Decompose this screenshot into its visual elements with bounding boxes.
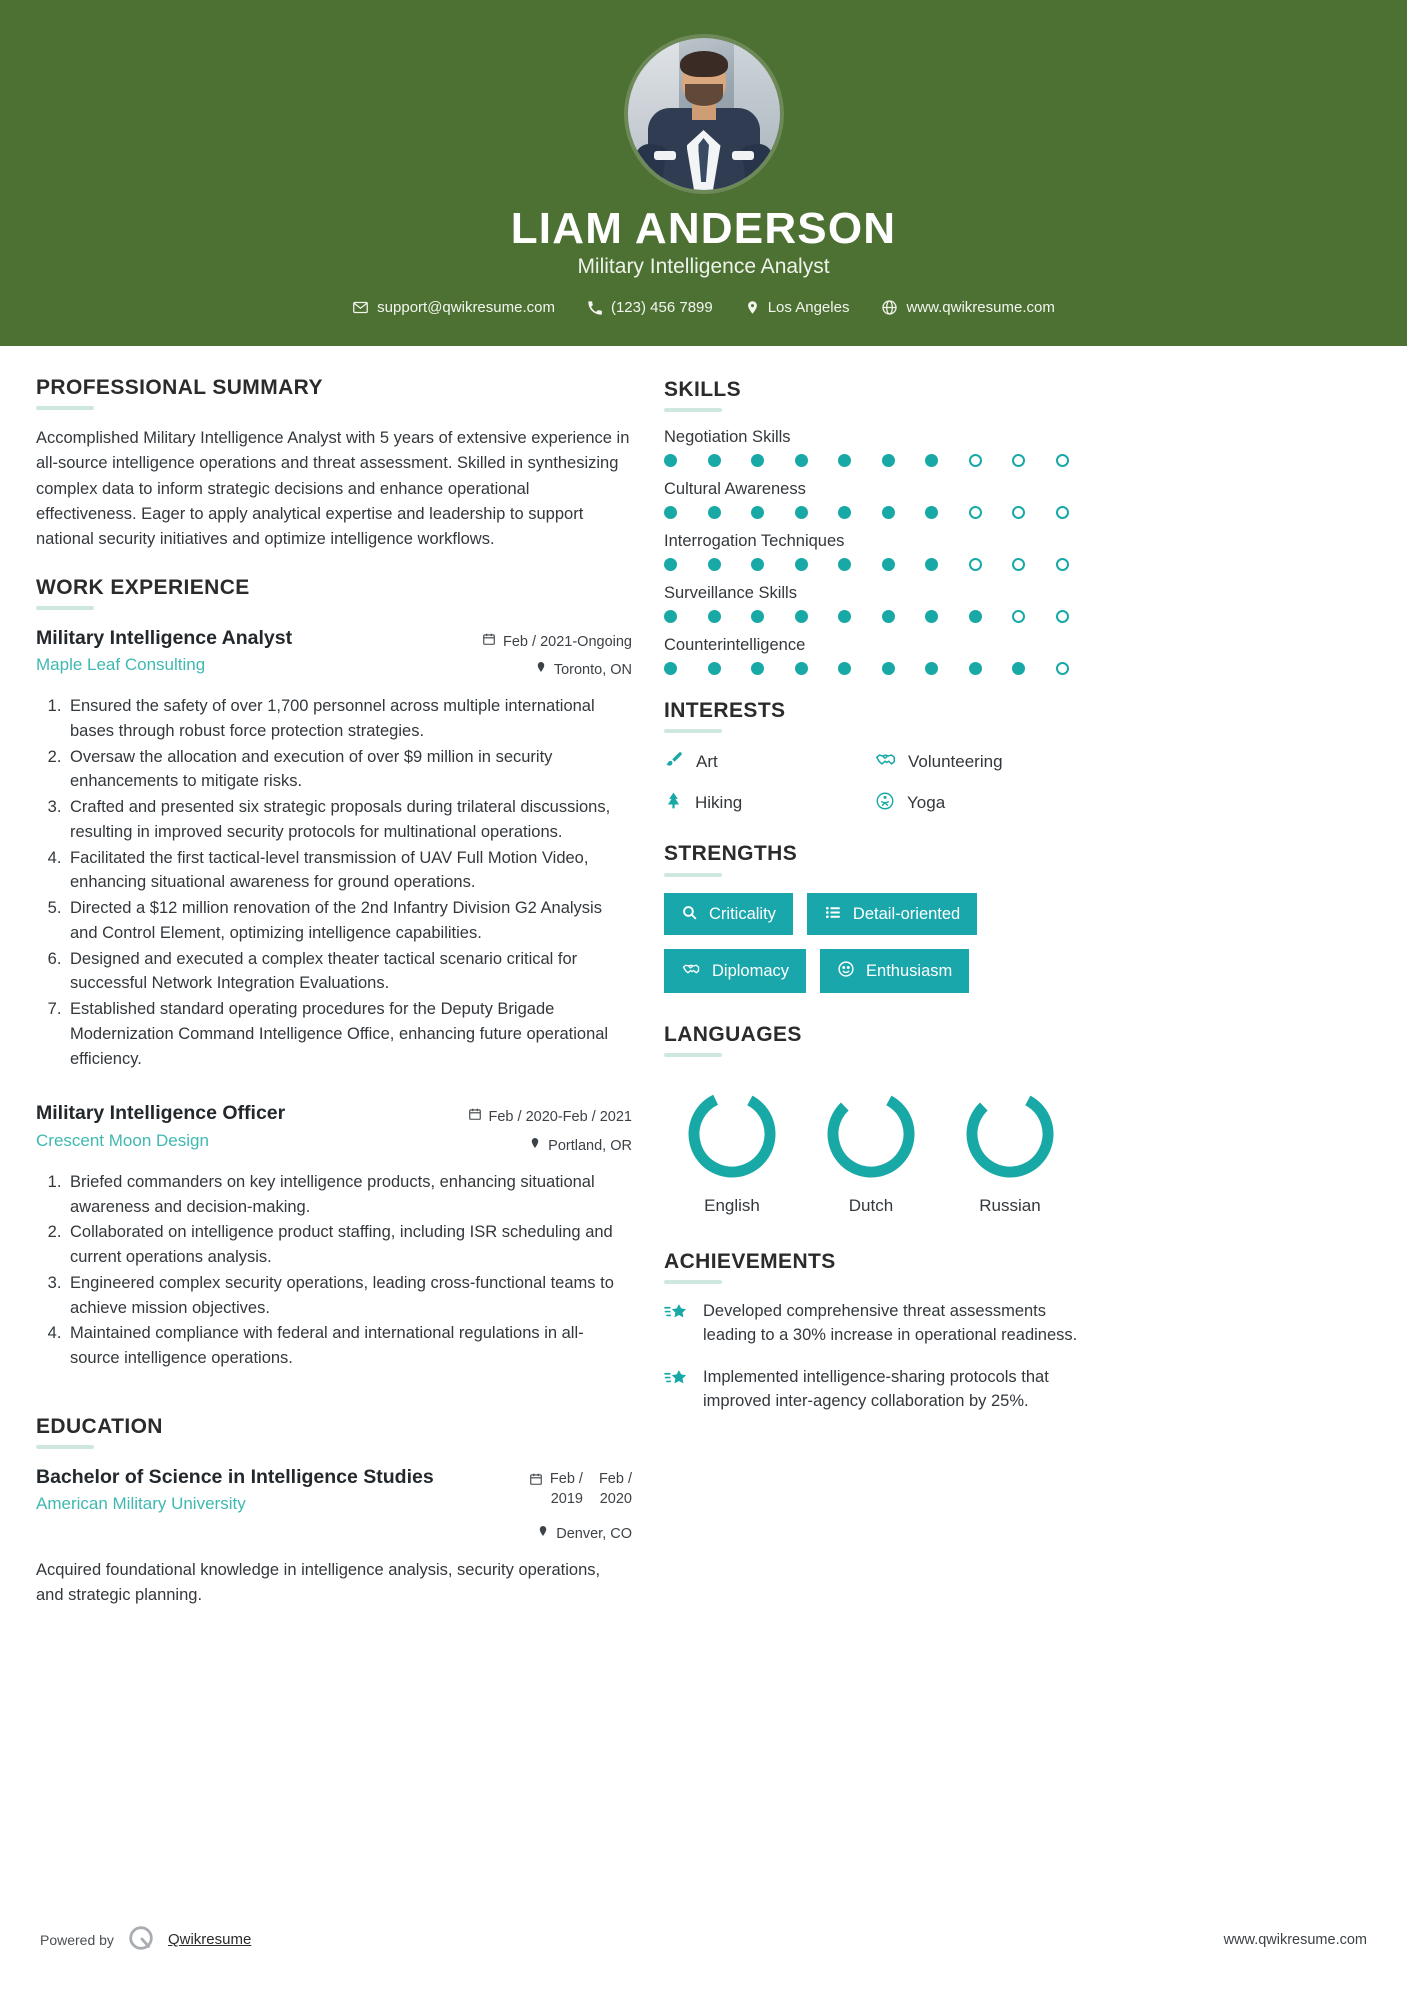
language-progress-ring xyxy=(824,1168,918,1185)
strength-badge-criticality xyxy=(664,893,793,936)
interest-label: Hiking xyxy=(695,793,743,813)
rating-dot-filled xyxy=(751,610,764,623)
map-pin-icon xyxy=(537,1523,549,1546)
rating-dot-filled xyxy=(838,506,851,519)
skill-rating xyxy=(664,662,1069,675)
rating-dot-filled xyxy=(795,610,808,623)
work-location: Toronto, ON xyxy=(553,662,632,679)
work-job-title: Military Intelligence Analyst xyxy=(36,626,293,649)
work-bullet: 3. Crafted and presented six strategic proposals during trilateral discussions, resulting in improved security protocols for multinational operations. xyxy=(66,795,632,845)
education-start-month: Feb / xyxy=(549,1470,583,1487)
left-column xyxy=(36,376,632,1631)
work-bullet: 1. Ensured the safety of over 1,700 personnel across multiple international bases through robust force protection strategies. xyxy=(66,694,632,744)
contact-website-text: www.qwikresume.com xyxy=(906,299,1055,317)
contact-location-text: Los Angeles xyxy=(767,299,850,317)
strengths-heading: STRENGTHS xyxy=(664,842,798,866)
skill-rating xyxy=(664,610,1069,623)
work-bullet: 3. Engineered complex security operations, leading cross-functional teams to achieve mission objectives. xyxy=(66,1271,632,1321)
tree-icon xyxy=(664,790,683,816)
section-divider xyxy=(664,1053,722,1057)
achievement-item xyxy=(664,1366,1078,1414)
job-role-subtitle: Military Intelligence Analyst xyxy=(577,255,830,279)
section-languages xyxy=(664,1023,1078,1216)
rating-dot-empty xyxy=(1056,610,1069,623)
interests-grid xyxy=(664,749,1078,816)
work-location: Portland, OR xyxy=(548,1137,632,1154)
calendar-icon xyxy=(529,1470,543,1491)
email-icon xyxy=(352,299,369,316)
rating-dot-empty xyxy=(969,558,982,571)
rating-dot-empty xyxy=(1056,454,1069,467)
section-divider xyxy=(664,408,722,412)
rating-dot-filled xyxy=(664,662,677,675)
work-company[interactable]: Crescent Moon Design xyxy=(36,1130,209,1150)
strength-label: Detail-oriented xyxy=(852,904,961,923)
globe-icon xyxy=(881,299,898,316)
achievement-text: Developed comprehensive threat assessments leading to a 30% increase in operational readiness. xyxy=(703,1301,1078,1344)
rating-dot-empty xyxy=(969,454,982,467)
work-dates: Feb / 2021-Ongoing xyxy=(503,633,632,650)
handshake-icon xyxy=(875,749,896,775)
skill-label: Surveillance Skills xyxy=(664,584,797,603)
rating-dot-empty xyxy=(1056,506,1069,519)
contact-phone-text: (123) 456 7899 xyxy=(610,299,713,317)
language-item xyxy=(811,1087,931,1216)
interest-label: Volunteering xyxy=(908,752,1003,772)
language-item xyxy=(672,1087,792,1216)
right-column xyxy=(664,376,1078,1437)
skill-label: Interrogation Techniques xyxy=(664,532,845,551)
rating-dot-filled xyxy=(882,558,895,571)
interest-item xyxy=(875,749,1078,775)
rating-dot-filled xyxy=(751,662,764,675)
work-entry xyxy=(36,626,632,1072)
strength-badge-enthusiasm xyxy=(820,949,969,993)
rating-dot-empty xyxy=(1056,558,1069,571)
education-end-year: 2020 xyxy=(599,1490,632,1507)
rating-dot-filled xyxy=(925,454,938,467)
rating-dot-filled xyxy=(708,662,721,675)
work-bullets xyxy=(36,694,632,1071)
skill-label: Cultural Awareness xyxy=(664,480,806,499)
skills-heading: SKILLS xyxy=(664,378,742,402)
rating-dot-filled xyxy=(751,454,764,467)
achievement-item xyxy=(664,1300,1078,1348)
interest-item xyxy=(664,749,867,775)
summary-text: Accomplished Military Intelligence Analyst with 5 years of extensive experience in all-source intelligence operations and threat assessment. Skilled in synthesizing complex data to inform strategic decisions and enhance operational effectiveness. Eager to apply analytical expertise and leadership to support national security initiatives and optimize intelligence workflows. xyxy=(36,429,630,548)
contact-phone[interactable] xyxy=(587,299,713,316)
work-heading: WORK EXPERIENCE xyxy=(36,575,250,599)
handshake-icon xyxy=(681,960,701,982)
interests-heading: INTERESTS xyxy=(664,699,786,723)
work-company[interactable]: Maple Leaf Consulting xyxy=(36,655,206,675)
rating-dot-filled xyxy=(664,454,677,467)
education-end-date xyxy=(599,1470,632,1509)
page-title: LIAM ANDERSON xyxy=(510,204,897,253)
summary-heading: PROFESSIONAL SUMMARY xyxy=(36,376,323,400)
rating-dot-filled xyxy=(664,506,677,519)
education-end-month: Feb / xyxy=(598,1470,632,1487)
skill-item xyxy=(664,636,1078,675)
language-item xyxy=(950,1087,1070,1216)
language-label: English xyxy=(704,1195,760,1215)
skill-item xyxy=(664,532,1078,571)
education-start-year: 2019 xyxy=(550,1490,583,1507)
rating-dot-filled xyxy=(664,610,677,623)
rating-dot-filled xyxy=(925,610,938,623)
contact-email-text: support@qwikresume.com xyxy=(377,299,555,317)
section-work-experience xyxy=(36,576,632,1371)
strength-label: Diplomacy xyxy=(712,961,790,980)
rating-dot-filled xyxy=(708,454,721,467)
achievements-heading: ACHIEVEMENTS xyxy=(664,1249,836,1273)
rating-dot-filled xyxy=(925,662,938,675)
education-school[interactable]: American Military University xyxy=(36,1494,246,1514)
rating-dot-filled xyxy=(882,454,895,467)
rating-dot-filled xyxy=(664,558,677,571)
rating-dot-empty xyxy=(1012,610,1025,623)
education-degree: Bachelor of Science in Intelligence Studies xyxy=(36,1465,434,1488)
contact-bar xyxy=(0,299,1407,316)
skills-list xyxy=(664,428,1078,675)
interest-label: Art xyxy=(696,752,718,772)
work-bullet: 6. Designed and executed a complex theater tactical scenario critical for successful Network Integration Evaluations. xyxy=(66,947,632,997)
interest-label: Yoga xyxy=(907,793,946,813)
qwikresume-link[interactable]: Qwikresume xyxy=(167,1931,252,1948)
section-skills xyxy=(664,378,1078,675)
rating-dot-filled xyxy=(795,558,808,571)
section-divider xyxy=(36,406,94,410)
work-entry xyxy=(36,1101,632,1370)
rating-dot-filled xyxy=(882,662,895,675)
skill-item xyxy=(664,428,1078,467)
search-icon xyxy=(681,904,698,925)
qwikresume-logo-icon xyxy=(126,1923,156,1956)
rating-dot-filled xyxy=(751,506,764,519)
rating-dot-empty xyxy=(1012,558,1025,571)
section-divider xyxy=(36,1445,94,1449)
rating-dot-filled xyxy=(751,558,764,571)
rating-dot-empty xyxy=(1056,662,1069,675)
work-bullet: 2. Collaborated on intelligence product staffing, including ISR scheduling and current operations analysis. xyxy=(66,1220,632,1270)
section-achievements xyxy=(664,1250,1078,1414)
resume-footer xyxy=(0,1923,1407,1956)
skill-rating xyxy=(664,558,1069,571)
section-divider xyxy=(36,606,94,610)
rating-dot-empty xyxy=(1012,454,1025,467)
languages-heading: LANGUAGES xyxy=(664,1022,802,1046)
work-bullet: 2. Oversaw the allocation and execution of over $9 million in security enhancements to mitigate risks. xyxy=(66,745,632,795)
work-bullet: 7. Established standard operating procedures for the Deputy Brigade Modernization Command Intelligence Office, enhancing future operational efficiency. xyxy=(66,997,632,1071)
section-divider xyxy=(664,873,722,877)
rating-dot-filled xyxy=(708,558,721,571)
rating-dot-empty xyxy=(1012,506,1025,519)
rating-dot-filled xyxy=(838,662,851,675)
section-education xyxy=(36,1415,632,1608)
rating-dot-empty xyxy=(969,506,982,519)
phone-icon xyxy=(587,300,603,316)
language-progress-ring xyxy=(963,1168,1057,1185)
language-label: Dutch xyxy=(848,1195,894,1215)
section-strengths xyxy=(664,842,1078,992)
language-label: Russian xyxy=(979,1195,1041,1215)
education-heading: EDUCATION xyxy=(36,1414,163,1438)
strength-label: Enthusiasm xyxy=(866,961,953,980)
rating-dot-filled xyxy=(795,454,808,467)
smiley-icon xyxy=(837,960,855,982)
shooting-star-icon xyxy=(664,1300,689,1330)
strengths-list xyxy=(664,893,1078,993)
rating-dot-filled xyxy=(925,558,938,571)
section-divider xyxy=(664,1280,722,1284)
work-bullet: 5. Directed a $12 million renovation of the 2nd Infantry Division G2 Analysis and Control Element, optimizing intelligence capabilities. xyxy=(66,896,632,946)
rating-dot-filled xyxy=(882,610,895,623)
rating-dot-filled xyxy=(925,506,938,519)
map-pin-icon xyxy=(535,659,547,682)
avatar xyxy=(628,38,780,190)
rating-dot-filled xyxy=(708,506,721,519)
list-icon xyxy=(824,904,842,925)
rating-dot-filled xyxy=(708,610,721,623)
skill-rating xyxy=(664,454,1069,467)
skill-item xyxy=(664,480,1078,519)
interest-item xyxy=(875,790,1078,816)
location-pin-icon xyxy=(745,299,760,316)
rating-dot-filled xyxy=(838,610,851,623)
rating-dot-filled xyxy=(838,454,851,467)
education-start-date xyxy=(550,1470,583,1509)
work-bullet: 4. Maintained compliance with federal and international regulations in all-source intelligence operations. xyxy=(66,1321,632,1371)
skill-item xyxy=(664,584,1078,623)
skill-rating xyxy=(664,506,1069,519)
calendar-icon xyxy=(468,1106,482,1129)
footer-website[interactable]: www.qwikresume.com xyxy=(1223,1931,1367,1948)
contact-email[interactable] xyxy=(352,299,555,316)
paintbrush-icon xyxy=(664,750,684,775)
work-meta xyxy=(482,626,632,682)
rating-dot-filled xyxy=(882,506,895,519)
rating-dot-filled xyxy=(1012,662,1025,675)
language-progress-ring xyxy=(685,1168,779,1185)
rating-dot-filled xyxy=(969,610,982,623)
powered-by-label: Powered by xyxy=(40,1931,114,1948)
education-location: Denver, CO xyxy=(556,1526,632,1543)
education-meta xyxy=(529,1465,632,1546)
rating-dot-filled xyxy=(838,558,851,571)
calendar-icon xyxy=(482,631,496,654)
work-bullet: 1. Briefed commanders on key intelligence products, enhancing situational awareness and decision-making. xyxy=(66,1170,632,1220)
strength-badge-diplomacy xyxy=(664,949,806,993)
section-divider xyxy=(664,729,722,733)
languages-list xyxy=(664,1073,1078,1216)
contact-website[interactable] xyxy=(881,299,1054,316)
skill-label: Counterintelligence xyxy=(664,636,806,655)
rating-dot-filled xyxy=(795,506,808,519)
strength-label: Criticality xyxy=(709,904,776,923)
yoga-icon xyxy=(875,791,895,816)
shooting-star-icon xyxy=(664,1366,689,1396)
skill-label: Negotiation Skills xyxy=(664,428,791,447)
section-professional-summary xyxy=(36,376,632,551)
work-bullet: 4. Facilitated the first tactical-level transmission of UAV Full Motion Video, enhancing situational awareness for ground operations. xyxy=(66,846,632,896)
resume-body xyxy=(0,346,1407,1631)
achievement-text: Implemented intelligence-sharing protocols that improved inter-agency collaboration by 25%. xyxy=(703,1367,1049,1410)
strength-badge-detail-oriented xyxy=(807,893,977,936)
rating-dot-filled xyxy=(795,662,808,675)
contact-location xyxy=(745,299,850,316)
rating-dot-filled xyxy=(969,662,982,675)
work-bullets xyxy=(36,1170,632,1371)
section-interests xyxy=(664,699,1078,816)
interest-item xyxy=(664,790,867,816)
work-job-title: Military Intelligence Officer xyxy=(36,1102,286,1125)
work-dates: Feb / 2020-Feb / 2021 xyxy=(488,1109,632,1126)
work-meta xyxy=(468,1101,633,1157)
map-pin-icon xyxy=(529,1135,541,1158)
education-description: Acquired foundational knowledge in intelligence analysis, security operations, and strategic planning. xyxy=(36,1561,601,1604)
resume-header xyxy=(0,0,1407,346)
powered-by-block xyxy=(40,1923,251,1956)
